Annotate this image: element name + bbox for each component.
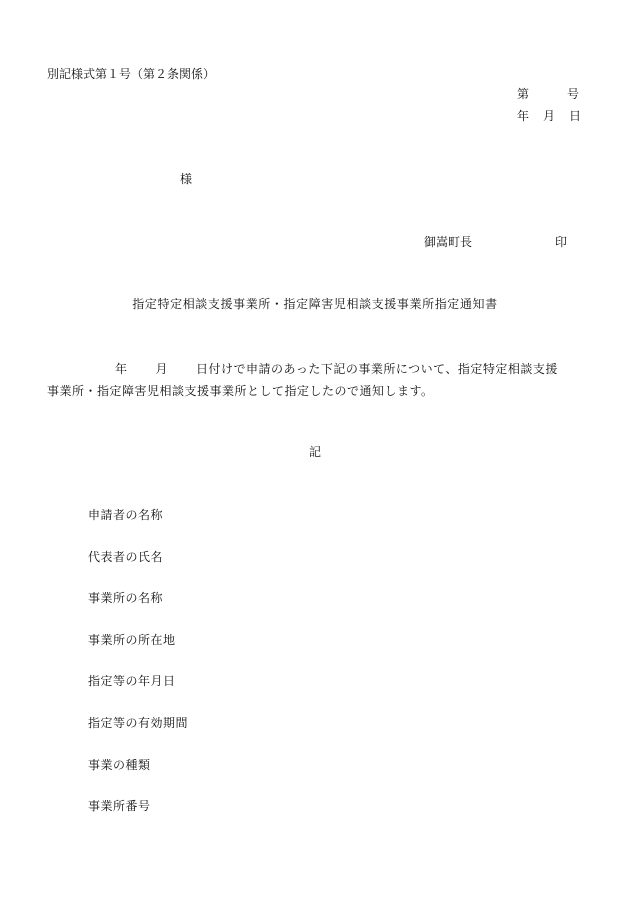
form-number-label: 別記様式第１号（第２条関係） [47,67,216,81]
list-item: 事業所番号 [88,799,151,814]
date-day: 日 [569,109,582,123]
item-list [88,508,188,841]
date-year: 年 [517,109,530,123]
list-item: 事業所の所在地 [88,632,176,647]
list-item: 申請者の名称 [88,508,164,522]
number-prefix: 第 [517,87,530,101]
body-month: 月 [155,362,169,376]
seal-mark: 印 [555,235,568,249]
list-item: 指定等の有効期間 [88,715,189,730]
body-line1-rest: 日付けで申請のあった下記の事業所について、指定特定相談支援 [196,362,558,376]
issuer-line [424,235,567,249]
number-suffix: 号 [567,87,580,101]
notice-body-line-2: 事業所・指定障害児相談支援事業所として指定したので通知します。 [47,384,434,398]
body-year: 年 [115,362,128,376]
document-title: 指定特定相談支援事業所・指定障害児相談支援事業所指定通知書 [132,297,498,311]
notice-body [47,358,587,402]
document-number-line [517,87,579,101]
date-month: 月 [543,109,556,123]
list-item: 事業所の名称 [88,591,164,606]
ki-heading: 記 [308,445,321,459]
addressee-honorific: 様 [180,172,193,186]
list-item: 事業の種類 [88,757,151,772]
issuer-title: 御嵩町長 [424,235,473,249]
issue-date-line [517,109,581,123]
list-item: 代表者の氏名 [88,549,164,564]
notice-body-line-1 [47,358,587,380]
list-item: 指定等の年月日 [88,674,176,689]
